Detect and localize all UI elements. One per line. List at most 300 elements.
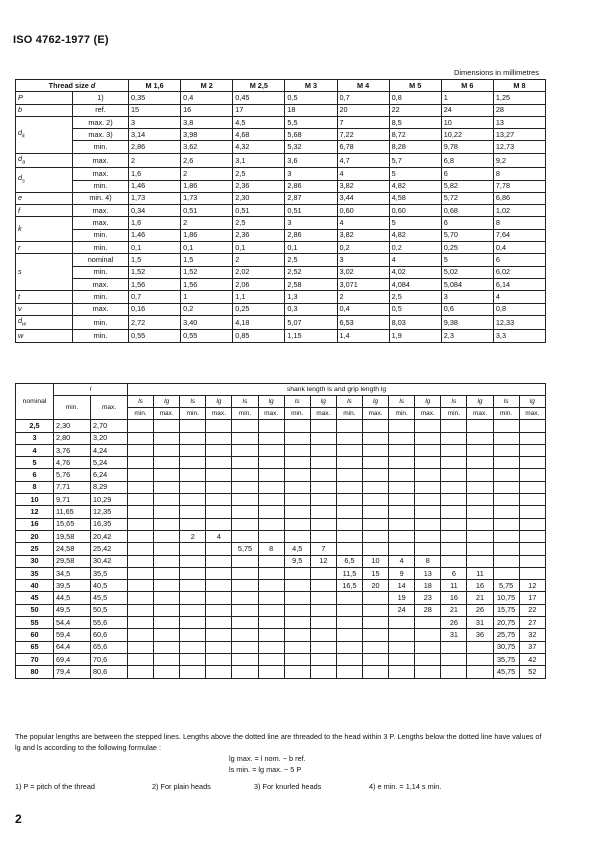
value-cell: 6,86 (493, 192, 545, 204)
min-cell: 69,4 (54, 653, 91, 665)
length-value-cell (154, 629, 180, 641)
length-value-cell (154, 604, 180, 616)
length-value-cell (363, 518, 389, 530)
length-value-cell (467, 481, 493, 493)
value-cell: 1,9 (389, 330, 441, 342)
length-value-cell (389, 432, 415, 444)
value-cell: 28 (493, 104, 545, 116)
length-value-cell (389, 469, 415, 481)
value-cell: 3,6 (285, 153, 337, 167)
dimension-row (16, 192, 546, 204)
length-value-cell (206, 641, 232, 653)
length-value-cell: 15,75 (493, 604, 519, 616)
value-cell: 2,06 (233, 278, 285, 290)
length-value-cell (441, 481, 467, 493)
length-value-cell (154, 592, 180, 604)
value-cell: 2,02 (233, 266, 285, 278)
length-value-cell (180, 592, 206, 604)
symbol-text: s (18, 267, 22, 277)
length-value-cell (310, 617, 336, 629)
length-value-cell (154, 567, 180, 579)
length-row (16, 567, 546, 579)
length-value-cell (336, 469, 362, 481)
formula-ls: ls min. = lg max. − 5 P (229, 765, 302, 774)
value-cell: 4,68 (233, 129, 285, 141)
value-cell: 6 (493, 254, 545, 266)
ls-header: ls (284, 396, 310, 408)
min-cell: 29,58 (54, 555, 91, 567)
length-value-cell (363, 457, 389, 469)
length-value-cell (467, 457, 493, 469)
ls-header: ls (180, 396, 206, 408)
symbol-cell (16, 291, 73, 303)
min-cell: 39,5 (54, 580, 91, 592)
length-value-cell (206, 555, 232, 567)
value-cell: 5 (441, 254, 493, 266)
length-value-cell (519, 444, 545, 456)
value-cell: 0,68 (441, 205, 493, 217)
length-value-cell (336, 617, 362, 629)
length-value-cell: 11 (441, 580, 467, 592)
value-cell: 0,55 (181, 330, 233, 342)
min-sub-header: min. (493, 408, 519, 420)
condition-cell: min. 4) (73, 192, 129, 204)
length-value-cell (180, 567, 206, 579)
value-cell: 0,4 (337, 303, 389, 315)
length-value-cell: 7 (310, 543, 336, 555)
value-cell: 3,14 (129, 129, 181, 141)
nominal-cell: 2,5 (16, 420, 54, 432)
value-cell: 8 (493, 168, 545, 180)
length-value-cell (258, 432, 284, 444)
value-cell: 1,25 (493, 92, 545, 104)
length-value-cell (310, 506, 336, 518)
value-cell: 0,2 (337, 242, 389, 254)
nominal-cell: 8 (16, 481, 54, 493)
value-cell: 1,52 (181, 266, 233, 278)
length-value-cell: 9,5 (284, 555, 310, 567)
max-sub-header: max. (519, 408, 545, 420)
max-header: max. (91, 396, 128, 420)
thread-size-row (16, 80, 546, 92)
value-cell: 0,4 (181, 92, 233, 104)
length-value-cell (258, 592, 284, 604)
length-value-cell (389, 518, 415, 530)
value-cell: 6,8 (441, 153, 493, 167)
lg-header: lg (519, 396, 545, 408)
length-value-cell (415, 666, 441, 678)
length-value-cell (389, 629, 415, 641)
symbol-sub: s (22, 178, 25, 185)
min-sub-header: min. (232, 408, 258, 420)
length-value-cell (180, 518, 206, 530)
length-value-cell: 36 (467, 629, 493, 641)
length-value-cell (493, 530, 519, 542)
value-cell: 0,5 (285, 92, 337, 104)
length-value-cell (493, 481, 519, 493)
value-cell: 6,02 (493, 266, 545, 278)
min-cell: 2,30 (54, 420, 91, 432)
length-value-cell: 5,75 (493, 580, 519, 592)
nominal-cell: 40 (16, 580, 54, 592)
value-cell: 15 (129, 104, 181, 116)
formula-lg: lg max. = l nom. − b ref. (229, 754, 306, 763)
value-cell: 3 (441, 291, 493, 303)
min-sub-header: min. (441, 408, 467, 420)
length-value-cell: 11 (467, 567, 493, 579)
length-value-cell (284, 469, 310, 481)
length-value-cell (258, 518, 284, 530)
length-value-cell (180, 555, 206, 567)
min-sub-header: min. (180, 408, 206, 420)
length-row (16, 530, 546, 542)
length-value-cell (206, 580, 232, 592)
max-sub-header: max. (310, 408, 336, 420)
length-value-cell (180, 469, 206, 481)
min-cell: 59,4 (54, 629, 91, 641)
length-value-cell (284, 518, 310, 530)
length-value-cell (128, 457, 154, 469)
length-value-cell (232, 432, 258, 444)
length-value-cell (206, 543, 232, 555)
symbol-text: k (18, 224, 22, 234)
length-value-cell (336, 629, 362, 641)
condition-cell: max. (73, 153, 129, 167)
dimension-row (16, 205, 546, 217)
min-cell: 24,58 (54, 543, 91, 555)
length-value-cell (232, 592, 258, 604)
length-value-cell (232, 481, 258, 493)
length-value-cell (232, 555, 258, 567)
dimension-row (16, 168, 546, 180)
nominal-cell: 16 (16, 518, 54, 530)
symbol-cell (16, 168, 73, 193)
length-value-cell (154, 420, 180, 432)
length-value-cell (493, 567, 519, 579)
symbol-text: r (18, 242, 21, 252)
symbol-main: d (18, 128, 23, 138)
value-cell: 0,35 (129, 92, 181, 104)
symbol-cell (16, 315, 73, 329)
nominal-cell: 6 (16, 469, 54, 481)
min-cell: 44,5 (54, 592, 91, 604)
symbol-cell (16, 92, 73, 104)
min-cell: 15,65 (54, 518, 91, 530)
length-value-cell (441, 666, 467, 678)
nominal-cell: 10 (16, 494, 54, 506)
max-cell: 20,42 (91, 530, 128, 542)
length-value-cell (128, 666, 154, 678)
value-cell: 3 (337, 254, 389, 266)
condition-cell: min. (73, 330, 129, 342)
value-cell: 1,5 (129, 254, 181, 266)
length-value-cell (441, 469, 467, 481)
length-value-cell (336, 432, 362, 444)
length-value-cell (519, 518, 545, 530)
length-value-cell (493, 506, 519, 518)
length-value-cell (258, 641, 284, 653)
value-cell: 0,85 (233, 330, 285, 342)
length-value-cell (467, 641, 493, 653)
thread-size-cell: M 8 (493, 80, 545, 92)
value-cell: 1,52 (129, 266, 181, 278)
length-value-cell (284, 530, 310, 542)
length-value-cell (128, 530, 154, 542)
lg-header: lg (467, 396, 493, 408)
length-value-cell (389, 617, 415, 629)
max-cell: 8,29 (91, 481, 128, 493)
value-cell: 16 (181, 104, 233, 116)
length-value-cell (519, 420, 545, 432)
value-cell: 7,22 (337, 129, 389, 141)
length-value-cell (154, 641, 180, 653)
length-value-cell: 18 (415, 580, 441, 592)
value-cell: 2,5 (233, 168, 285, 180)
length-value-cell (336, 481, 362, 493)
value-cell: 2,86 (129, 141, 181, 153)
length-value-cell (284, 457, 310, 469)
length-value-cell (310, 567, 336, 579)
length-value-cell (180, 506, 206, 518)
length-value-cell (284, 653, 310, 665)
length-value-cell (128, 641, 154, 653)
length-value-cell (258, 653, 284, 665)
length-value-cell (415, 518, 441, 530)
value-cell: 9,2 (493, 153, 545, 167)
length-value-cell (389, 641, 415, 653)
length-value-cell (310, 604, 336, 616)
min-sub-header: min. (389, 408, 415, 420)
lower-header-row (16, 384, 546, 396)
nominal-cell: 35 (16, 567, 54, 579)
length-value-cell (128, 506, 154, 518)
length-value-cell: 4,5 (284, 543, 310, 555)
value-cell: 1,73 (129, 192, 181, 204)
length-value-cell (519, 506, 545, 518)
value-cell: 1,56 (181, 278, 233, 290)
length-row (16, 420, 546, 432)
value-cell: 2 (181, 217, 233, 229)
length-row (16, 444, 546, 456)
length-value-cell (363, 469, 389, 481)
dimension-row (16, 266, 546, 278)
length-value-cell (232, 506, 258, 518)
length-value-cell: 12 (519, 580, 545, 592)
length-value-cell (467, 444, 493, 456)
ls-header: ls (389, 396, 415, 408)
length-value-cell (389, 444, 415, 456)
length-value-cell: 6,5 (336, 555, 362, 567)
thread-size-cell: M 4 (337, 80, 389, 92)
length-row (16, 629, 546, 641)
value-cell: 0,1 (181, 242, 233, 254)
length-value-cell (206, 432, 232, 444)
length-value-cell (284, 420, 310, 432)
value-cell: 0,16 (129, 303, 181, 315)
value-cell: 4,82 (389, 180, 441, 192)
length-value-cell (415, 481, 441, 493)
symbol-main: d (18, 153, 23, 163)
length-value-cell: 26 (467, 604, 493, 616)
symbol-sub: a (22, 159, 26, 166)
max-sub-header: max. (206, 408, 232, 420)
value-cell: 20 (337, 104, 389, 116)
length-value-cell (232, 617, 258, 629)
length-value-cell (284, 604, 310, 616)
value-cell: 1 (441, 92, 493, 104)
value-cell: 1,5 (181, 254, 233, 266)
value-cell: 2,3 (441, 330, 493, 342)
thread-size-cell: M 5 (389, 80, 441, 92)
length-value-cell (180, 494, 206, 506)
length-value-cell (415, 641, 441, 653)
length-value-cell (467, 518, 493, 530)
length-value-cell (128, 469, 154, 481)
length-value-cell (232, 530, 258, 542)
max-sub-header: max. (363, 408, 389, 420)
value-cell: 2,72 (129, 315, 181, 329)
nominal-cell: 20 (16, 530, 54, 542)
dimension-row (16, 291, 546, 303)
symbol-cell (16, 153, 73, 167)
length-value-cell (467, 494, 493, 506)
length-row (16, 506, 546, 518)
length-value-cell (258, 555, 284, 567)
value-cell: 4,5 (233, 116, 285, 128)
lg-header: lg (310, 396, 336, 408)
condition-cell: max. (73, 205, 129, 217)
length-value-cell (154, 653, 180, 665)
length-value-cell (467, 555, 493, 567)
value-cell: 4,58 (389, 192, 441, 204)
value-cell: 12,33 (493, 315, 545, 329)
length-value-cell (128, 604, 154, 616)
length-value-cell: 35,75 (493, 653, 519, 665)
length-value-cell (154, 506, 180, 518)
length-value-cell (180, 444, 206, 456)
length-value-cell (467, 653, 493, 665)
symbol-sub: k (22, 133, 25, 140)
length-value-cell (154, 494, 180, 506)
value-cell: 2,36 (233, 229, 285, 241)
value-cell: 0,51 (285, 205, 337, 217)
length-value-cell (258, 580, 284, 592)
ls-header: ls (336, 396, 362, 408)
value-cell: 13,27 (493, 129, 545, 141)
length-value-cell: 21 (467, 592, 493, 604)
value-cell: 0,7 (129, 291, 181, 303)
length-value-cell (519, 555, 545, 567)
length-value-cell (441, 444, 467, 456)
length-value-cell (258, 604, 284, 616)
length-value-cell (310, 629, 336, 641)
length-value-cell: 8 (258, 543, 284, 555)
min-cell: 79,4 (54, 666, 91, 678)
length-value-cell (206, 653, 232, 665)
length-value-cell (363, 494, 389, 506)
length-value-cell (493, 469, 519, 481)
length-value-cell (441, 420, 467, 432)
value-cell: 0,1 (233, 242, 285, 254)
condition-cell: min. (73, 291, 129, 303)
length-value-cell: 12 (310, 555, 336, 567)
length-value-cell (389, 457, 415, 469)
length-value-cell: 42 (519, 653, 545, 665)
value-cell: 2,5 (233, 217, 285, 229)
length-value-cell (363, 530, 389, 542)
value-cell: 24 (441, 104, 493, 116)
length-value-cell: 24 (389, 604, 415, 616)
length-value-cell (389, 543, 415, 555)
length-value-cell (206, 617, 232, 629)
ls-header: ls (232, 396, 258, 408)
length-value-cell (128, 629, 154, 641)
value-cell: 1,73 (181, 192, 233, 204)
footnote-1: 1) P = pitch of the thread (15, 782, 95, 791)
dimension-row (16, 303, 546, 315)
value-cell: 2,87 (285, 192, 337, 204)
length-value-cell (206, 420, 232, 432)
length-value-cell (180, 543, 206, 555)
symbol-text: t (18, 291, 21, 301)
length-value-cell (336, 530, 362, 542)
length-value-cell (180, 481, 206, 493)
value-cell: 1,56 (129, 278, 181, 290)
length-value-cell (441, 653, 467, 665)
value-cell: 3,98 (181, 129, 233, 141)
value-cell: 3 (129, 116, 181, 128)
length-value-cell (206, 592, 232, 604)
value-cell: 1,6 (129, 168, 181, 180)
value-cell: 18 (285, 104, 337, 116)
value-cell: 2,86 (285, 180, 337, 192)
length-value-cell: 52 (519, 666, 545, 678)
value-cell: 2,5 (285, 254, 337, 266)
condition-cell: max. (73, 217, 129, 229)
length-value-cell (284, 567, 310, 579)
length-value-cell (154, 432, 180, 444)
min-cell: 5,76 (54, 469, 91, 481)
lg-header: lg (154, 396, 180, 408)
length-value-cell (310, 444, 336, 456)
nominal-cell: 50 (16, 604, 54, 616)
length-value-cell (180, 629, 206, 641)
value-cell: 0,8 (493, 303, 545, 315)
length-value-cell (389, 481, 415, 493)
dimension-row (16, 242, 546, 254)
max-cell: 3,20 (91, 432, 128, 444)
ls-header: ls (493, 396, 519, 408)
lengths-table (15, 383, 546, 679)
length-value-cell (389, 420, 415, 432)
length-value-cell: 8 (415, 555, 441, 567)
length-value-cell (441, 543, 467, 555)
value-cell: 0,1 (285, 242, 337, 254)
value-cell: 0,4 (493, 242, 545, 254)
length-row (16, 592, 546, 604)
lg-header: lg (415, 396, 441, 408)
length-value-cell (363, 592, 389, 604)
min-cell: 19,58 (54, 530, 91, 542)
shank-grip-header: shank length ls and grip length lg (128, 384, 546, 396)
length-value-cell (128, 592, 154, 604)
length-value-cell (154, 555, 180, 567)
value-cell: 3,44 (337, 192, 389, 204)
value-cell: 10,22 (441, 129, 493, 141)
footnote-3: 3) For knurled heads (254, 782, 322, 791)
symbol-text: P (18, 92, 23, 102)
length-value-cell: 5,75 (232, 543, 258, 555)
